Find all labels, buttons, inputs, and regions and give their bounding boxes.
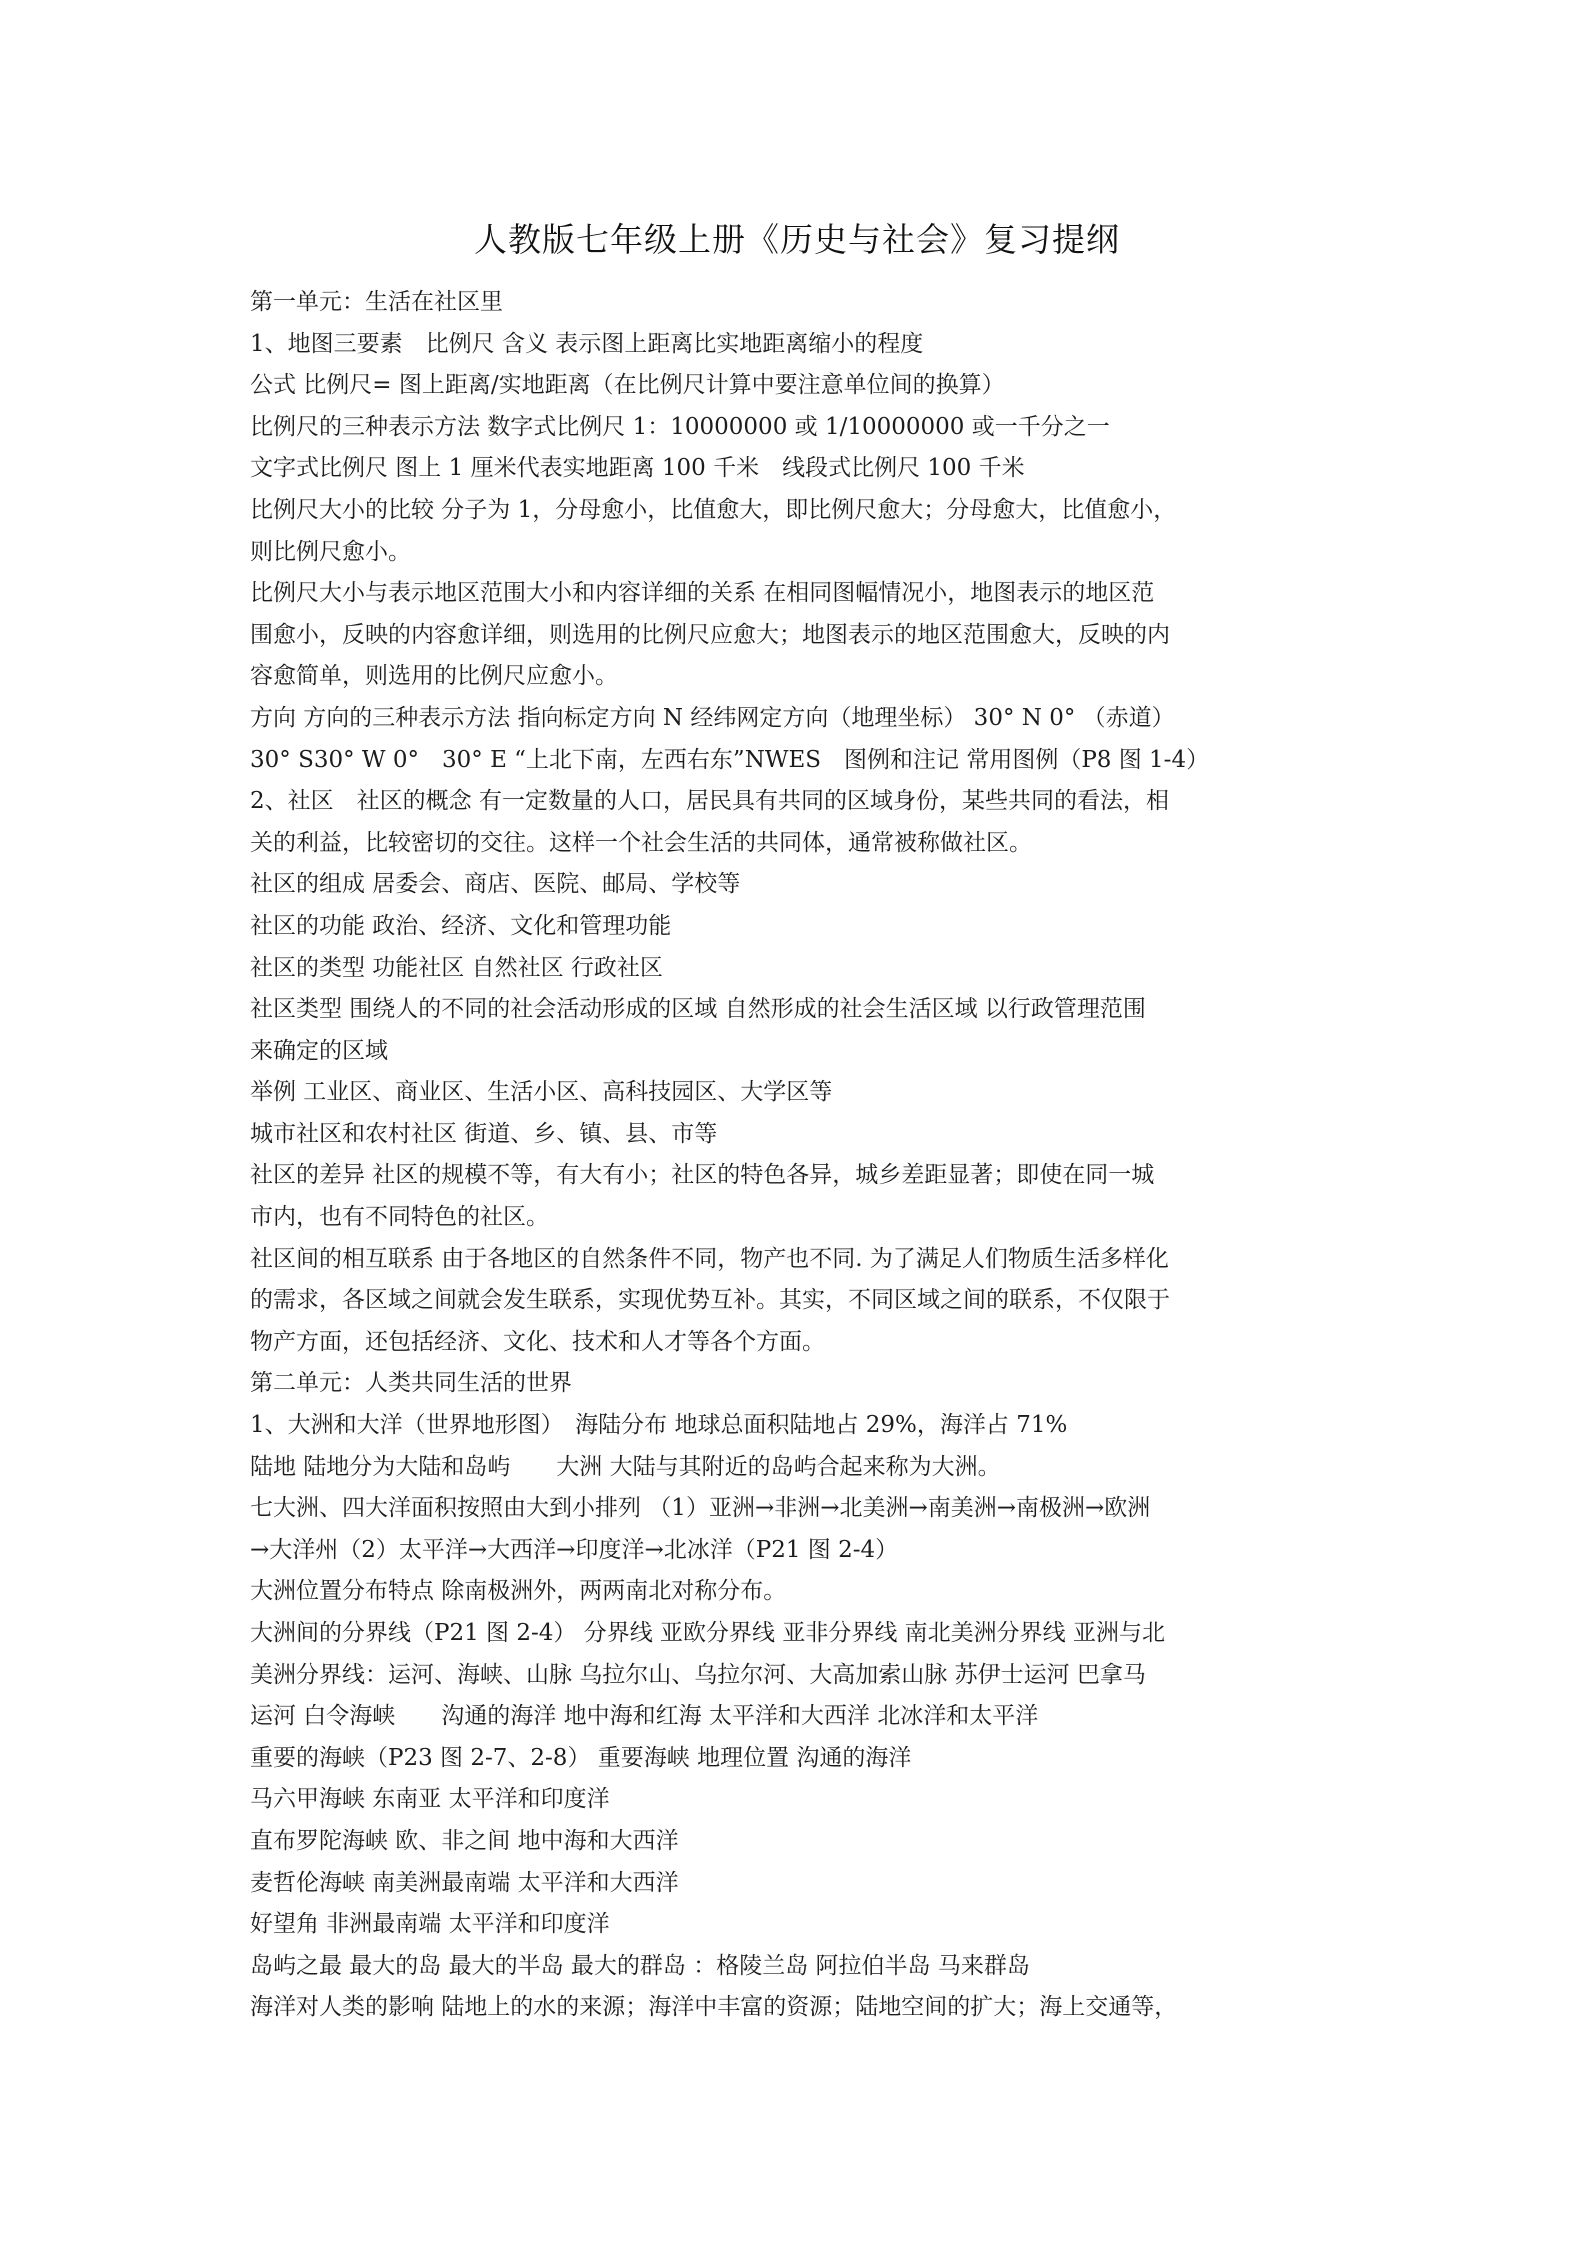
text-line: 美洲分界线：运河、海峡、山脉 乌拉尔山、乌拉尔河、大高加索山脉 苏伊士运河 巴拿马 <box>250 1661 1146 1688</box>
text-line: 岛屿之最 最大的岛 最大的半岛 最大的群岛 ：格陵兰岛 阿拉伯半岛 马来群岛 <box>250 1952 1030 1979</box>
text-line: 好望角 非洲最南端 太平洋和印度洋 <box>250 1911 610 1938</box>
document-title: 人教版七年级上册《历史与社会》复习提纲 <box>474 220 1120 259</box>
text-line: 2、社区 社区的概念 有一定数量的人口，居民具有共同的区域身份，某些共同的看法，相 <box>250 788 1169 815</box>
text-line: 社区的差异 社区的规模不等，有大有小；社区的特色各异，城乡差距显著；即使在同一城 <box>250 1162 1155 1189</box>
text-line: →大洋州（2）太平洋→大西洋→印度洋→北冰洋（P21 图 2-4） <box>250 1536 899 1563</box>
text-line: 方向 方向的三种表示方法 指向标定方向 N 经纬网定方向（地理坐标） 30° N 0° （赤道） <box>250 704 1175 731</box>
text-line: 比例尺大小的比较 分子为 1，分母愈小，比值愈大，即比例尺愈大；分母愈大，比值愈小， <box>250 496 1177 523</box>
text-line: 比例尺大小与表示地区范围大小和内容详细的关系 在相同图幅情况小，地图表示的地区范 <box>250 580 1155 607</box>
text-line: 陆地 陆地分为大陆和岛屿 大洲 大陆与其附近的岛屿合起来称为大洲。 <box>250 1453 1001 1480</box>
text-line: 七大洲、四大洋面积按照由大到小排列 （1）亚洲→非洲→北美洲→南美洲→南极洲→欧洲 <box>250 1495 1151 1522</box>
text-line: 麦哲伦海峡 南美洲最南端 太平洋和大西洋 <box>250 1869 679 1896</box>
text-line: 围愈小，反映的内容愈详细，则选用的比例尺应愈大；地图表示的地区范围愈大，反映的内 <box>250 621 1170 648</box>
text-line: 第一单元：生活在社区里 <box>250 289 503 315</box>
text-line: 举例 工业区、商业区、生活小区、高科技园区、大学区等 <box>250 1079 833 1106</box>
text-line: 社区的类型 功能社区 自然社区 行政社区 <box>250 954 663 981</box>
text-line: 海洋对人类的影响 陆地上的水的来源；海洋中丰富的资源；陆地空间的扩大；海上交通等， <box>250 1994 1178 2021</box>
text-line: 社区的组成 居委会、商店、医院、邮局、学校等 <box>250 871 741 898</box>
text-line: 市内，也有不同特色的社区。 <box>250 1204 549 1231</box>
text-line: 容愈简单，则选用的比例尺应愈小。 <box>250 663 618 690</box>
text-line: 马六甲海峡 东南亚 太平洋和印度洋 <box>250 1786 610 1813</box>
text-line: 大洲间的分界线（P21 图 2-4） 分界线 亚欧分界线 亚非分界线 南北美洲分界线 亚洲与北 <box>250 1620 1165 1646</box>
text-line: 运河 白令海峡 沟通的海洋 地中海和红海 太平洋和大西洋 北冰洋和太平洋 <box>250 1703 1039 1730</box>
text-line: 关的利益，比较密切的交往。这样一个社会生活的共同体，通常被称做社区。 <box>250 829 1032 856</box>
text-line: 公式 比例尺= 图上距离/实地距离（在比例尺计算中要注意单位间的换算） <box>250 372 1005 399</box>
text-line: 文字式比例尺 图上 1 厘米代表实地距离 100 千米 线段式比例尺 100 千米 <box>250 455 1025 482</box>
text-line: 的需求，各区域之间就会发生联系，实现优势互补。其实，不同区域之间的联系，不仅限于 <box>250 1287 1170 1314</box>
text-line: 重要的海峡（P23 图 2-7、2-8） 重要海峡 地理位置 沟通的海洋 <box>250 1744 912 1771</box>
text-line: 1、大洲和大洋（世界地形图） 海陆分布 地球总面积陆地占 29%，海洋占 71% <box>250 1412 1068 1439</box>
text-line: 来确定的区域 <box>250 1037 388 1064</box>
document-body <box>250 282 1360 2029</box>
text-line: 比例尺的三种表示方法 数字式比例尺 1：10000000 或 1/10000000 或一千分之一 <box>250 413 1110 440</box>
text-line: 1、地图三要素 比例尺 含义 表示图上距离比实地距离缩小的程度 <box>250 330 924 357</box>
text-line: 社区的功能 政治、经济、文化和管理功能 <box>250 912 672 939</box>
text-line: 则比例尺愈小。 <box>250 538 411 565</box>
text-line: 直布罗陀海峡 欧、非之间 地中海和大西洋 <box>250 1827 679 1854</box>
text-line: 城市社区和农村社区 街道、乡、镇、县、市等 <box>250 1120 718 1147</box>
text-line: 物产方面，还包括经济、文化、技术和人才等各个方面。 <box>250 1328 825 1355</box>
text-line: 社区间的相互联系 由于各地区的自然条件不同，物产也不同. 为了满足人们物质生活多样化 <box>250 1245 1169 1272</box>
text-line: 第二单元：人类共同生活的世界 <box>250 1370 572 1397</box>
text-line: 大洲位置分布特点 除南极洲外，两两南北对称分布。 <box>250 1578 787 1605</box>
text-line: 30° S30° W 0° 30° E “上北下南，左西右东”NWES 图例和注记 常用图例（P8 图 1-4） <box>250 746 1210 773</box>
text-line: 社区类型 围绕人的不同的社会活动形成的区域 自然形成的社会生活区域 以行政管理范围 <box>250 996 1146 1023</box>
